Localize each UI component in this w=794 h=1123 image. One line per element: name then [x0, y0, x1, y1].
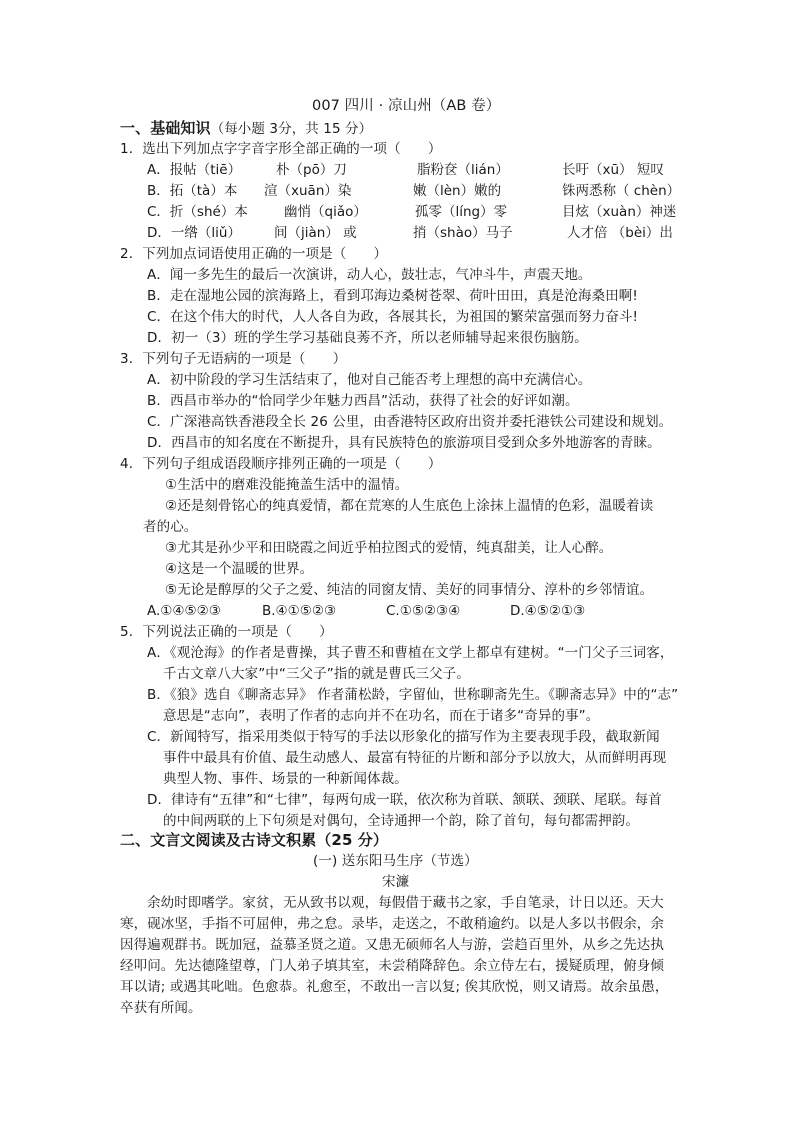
q3-option-d: D．西昌市的知名度在不断提升，具有民族特色的旅游项目受到众多外地游客的青睐。 — [147, 435, 661, 451]
q1-row-b-c4: 铢两悉称（ chèn） — [562, 183, 681, 199]
q4-sentence-2-cont: 者的心。 — [143, 519, 198, 535]
q2-stem: 2．下列加点词语使用正确的一项是（ ） — [120, 246, 388, 262]
q1-row-d-c3: 捎（shào）马子 — [413, 225, 513, 241]
q1-row-b-label: B．拓（tà）本 — [147, 183, 238, 199]
passage-line-4: 经叩问。先达德隆望尊，门人弟子填其室，未尝稍降辞色。余立侍左右，援疑质理，俯身倾 — [120, 958, 664, 974]
passage-line-6: 卒获有所闻。 — [120, 1000, 202, 1016]
q4-sentence-1: ①生活中的磨难没能掩盖生活中的温情。 — [165, 477, 409, 493]
q3-option-c: C．广深港高铁香港段全长 26 公里，由香港特区政府出资并委托港铁公司建设和规划。 — [147, 414, 673, 430]
q1-stem: 1．选出下列加点字字音字形全部正确的一项（ ） — [120, 141, 442, 157]
q3-stem: 3．下列句子无语病的一项是（ ） — [120, 351, 347, 367]
q1-row-c-c2: 幽悄（qiǎo） — [284, 204, 367, 220]
q5-option-b-line1: B．《狼》选自《聊斋志异》 作者蒲松龄，字留仙，世称聊斋先生。《聊斋志异》中的“志” — [147, 687, 679, 703]
q4-sentence-4: ④这是一个温暖的世界。 — [165, 561, 314, 577]
passage-line-3: 因得遍观群书。既加冠，益慕圣贤之道。又患无硕师名人与游，尝趋百里外，从乡之先达执 — [120, 937, 664, 953]
q2-option-c: C．在这个伟大的时代，人人各自为政，各展其长，为祖国的繁荣富强而努力奋斗! — [147, 309, 639, 325]
q4-choice-b: B.④①⑤②③ — [262, 603, 337, 619]
q4-choice-a: A.①④⑤②③ — [147, 603, 221, 619]
q1-row-a-c4: 长吁（xū） 短叹 — [562, 162, 664, 178]
q1-row-d-c2: 间（jiàn） 或 — [274, 225, 357, 241]
q5-stem: 5．下列说法正确的一项是（ ） — [120, 624, 333, 640]
q5-option-c-line1: C．新闻特写，指采用类似于特写的手法以形象化的描写作为主要表现手段，截取新闻 — [147, 729, 660, 745]
q5-option-a-line1: A．《观沧海》的作者是曹操，其子曹丕和曹植在文学上都卓有建树。“一门父子三词客， — [147, 645, 674, 661]
q4-stem: 4．下列句子组成语段顺序排列正确的一项是（ ） — [120, 456, 442, 472]
q3-option-b: B．西昌市举办的“恰同学少年魅力西昌”活动，获得了社会的好评如潮。 — [147, 393, 579, 409]
q4-sentence-2: ②还是刻骨铭心的纯真爱情，都在荒寒的人生底色上涂抹上温情的色彩，温暖着读 — [165, 498, 654, 514]
q5-option-c-line3: 典型人物、事件、场景的一种新闻体裁。 — [163, 771, 408, 787]
q1-row-b-c3: 嫩（lèn）嫩的 — [413, 183, 502, 199]
q2-option-a: A．闻一多先生的最后一次演讲，动人心，鼓壮志，气冲斗牛，声震天地。 — [147, 267, 592, 283]
passage-title: (一) 送东阳马生序（节选） — [313, 853, 478, 869]
q1-row-a-c3: 脂粉奁（lián） — [417, 162, 509, 178]
q5-option-d-line1: D．律诗有“五律”和“七律”，每两句成一联，依次称为首联、颔联、颈联、尾联。每首 — [147, 792, 662, 808]
q4-choice-d: D.④⑤②①③ — [510, 603, 586, 619]
q5-option-d-line2: 的中间两联的上下句须是对偶句，全诗通押一个韵，除了首句，每句都需押韵。 — [163, 813, 639, 829]
q1-row-b-c2: 渲（xuān）染 — [264, 183, 352, 199]
page-title: 007 四川 · 凉山州（AB 卷） — [312, 98, 501, 114]
passage-line-5: 耳以请; 或遇其叱咄。色愈恭。礼愈至，不敢出一言以复; 俟其欣悦，则又请焉。故余虽愚， — [120, 979, 669, 995]
q2-option-d: D．初一（3）班的学生学习基础良莠不齐，所以老师辅导起来很伤脑筋。 — [147, 330, 588, 346]
q1-row-c-label: C．折（shé）本 — [147, 204, 248, 220]
q1-row-d-label: D．一绺（liǔ） — [147, 225, 241, 241]
q1-row-a-c2: 朴（pō）刀 — [276, 162, 347, 178]
q1-row-c-c4: 目炫（xuàn）神迷 — [562, 204, 677, 220]
q4-sentence-3: ③尤其是孙少平和田晓霞之间近乎柏拉图式的爱情，纯真甜美，让人心醉。 — [165, 540, 613, 556]
passage-author: 宋濂 — [382, 874, 410, 890]
q1-row-d-c4: 人才倍 （bèi）出 — [567, 225, 673, 241]
q4-choice-c: C.①⑤②③④ — [386, 603, 461, 619]
section-1-heading — [120, 118, 372, 139]
q1-row-a-label: A．报帖（tiē） — [147, 162, 242, 178]
q2-option-b: B．走在湿地公园的滨海路上，看到邛海边桑树苍翠、荷叶田田，真是沧海桑田啊! — [147, 288, 638, 304]
q4-sentence-5: ⑤无论是醇厚的父子之爱、纯洁的同窗友情、美好的同事情分、淳朴的乡邻情谊。 — [165, 582, 654, 598]
q5-option-b-line2: 意思是“志向”，表明了作者的志向并不在功名，而在于诸多“奇异的事”。 — [163, 708, 600, 724]
q5-option-c-line2: 事件中最具有价值、最生动感人、最富有特征的片断和部分予以放大，从而鲜明再现 — [163, 750, 667, 766]
section-1-note: （每小题 3分，共 15 分） — [210, 121, 373, 137]
section-2-heading: 二、文言文阅读及古诗文积累（25 分） — [120, 831, 388, 849]
q1-row-c-c3: 孤零（líng）零 — [415, 204, 508, 220]
passage-line-1: 余幼时即嗜学。家贫，无从致书以观，每假借于藏书之家，手自笔录，计日以还。天大 — [147, 895, 664, 911]
section-1-title: 一、基础知识 — [120, 119, 211, 137]
q5-option-a-line2: 千古文章八大家”中“三父子”指的就是曹氏三父子。 — [163, 666, 470, 682]
q3-option-a: A．初中阶段的学习生活结束了，他对自己能否考上理想的高中充满信心。 — [147, 372, 592, 388]
passage-line-2: 寒，砚冰坚，手指不可屈伸，弗之怠。录毕，走送之，不敢稍逾约。以是人多以书假余，余 — [120, 916, 664, 932]
